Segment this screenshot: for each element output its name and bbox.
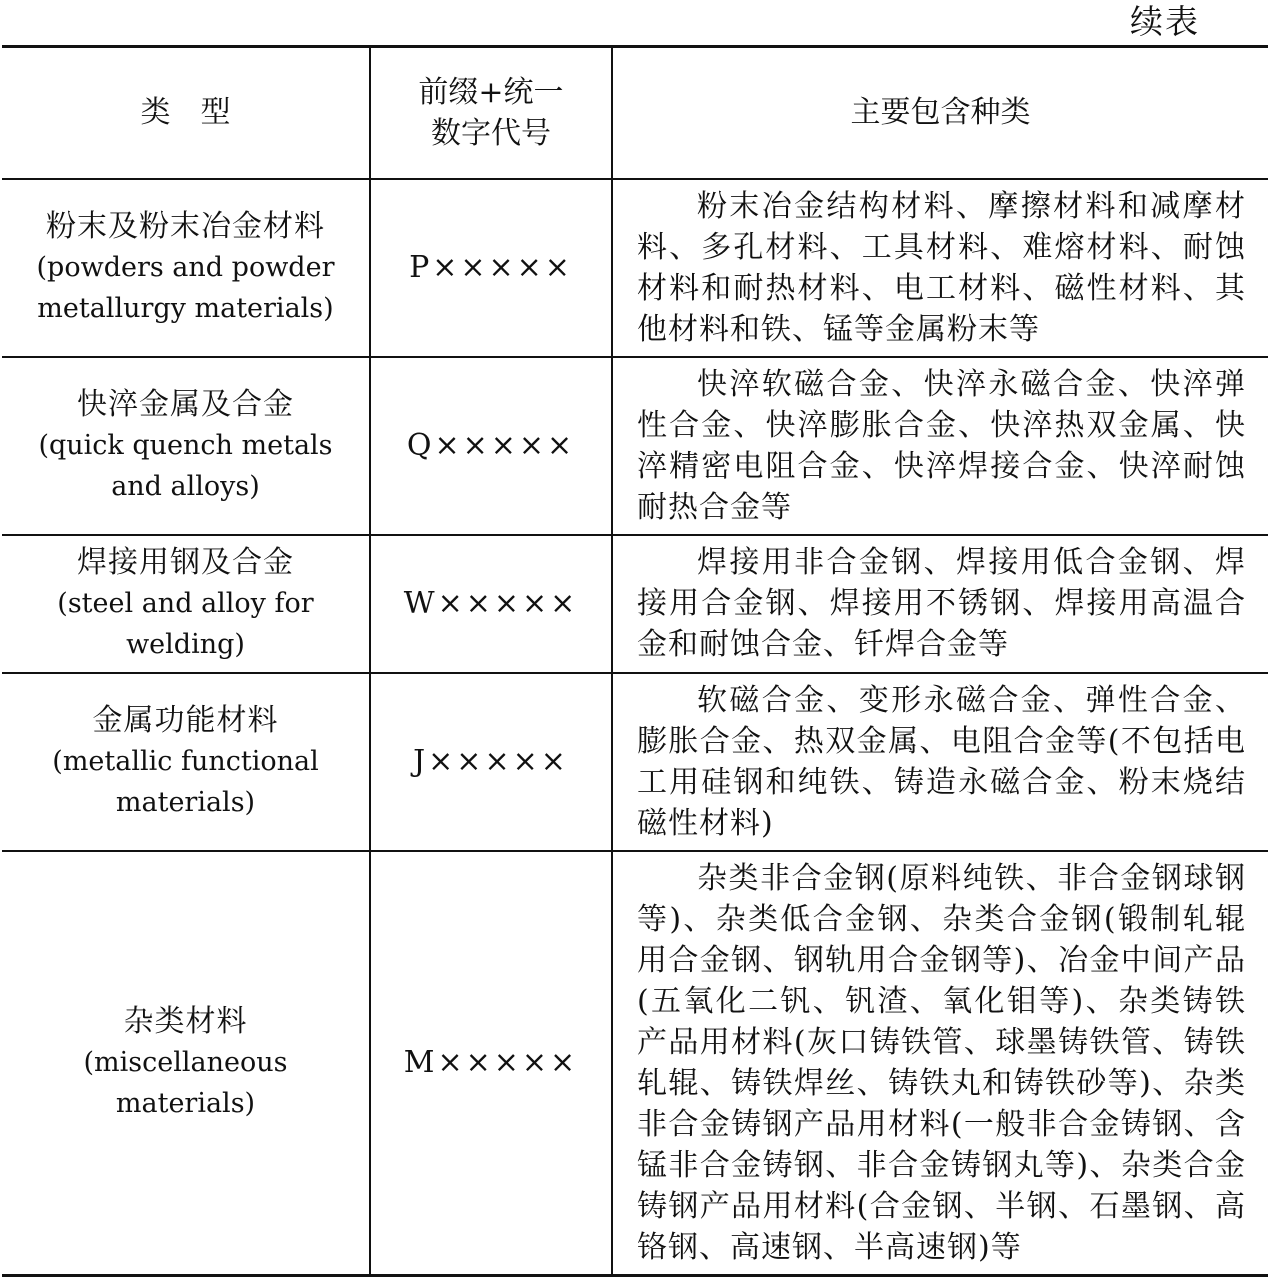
contents-cell: 焊接用非合金钢、焊接用低合金钢、焊接用合金钢、焊接用不锈钢、焊接用高温合金和耐蚀合金、钎焊合金等 [612,535,1268,673]
contents-cell: 快淬软磁合金、快淬永磁合金、快淬弹性合金、快淬膨胀合金、快淬热双金属、快淬精密电阻合金、快淬焊接合金、快淬耐蚀耐热合金等 [612,357,1268,535]
type-cell [2,535,370,673]
table-row [2,673,1268,851]
header-code [370,47,612,179]
code-cell: Q××××× [370,357,612,535]
type-cell [2,357,370,535]
type-name-zh: 金属功能材料 [92,703,279,738]
table-row [2,535,1268,673]
contents-cell: 杂类非合金钢(原料纯铁、非合金钢球钢等)、杂类低合金钢、杂类合金钢(锻制轧辊用合金钢、钢轨用合金钢等)、冶金中间产品(五氧化二钒、钒渣、氧化钼等)、杂类铸铁产品用材料(灰口铸铁管、球墨铸铁管、铸铁轧辊、铸铁焊丝、铸铁丸和铸铁砂等)、杂类非合金铸钢产品用材料(一般非合金铸钢、含锰非合金铸钢、非合金铸钢丸等)、杂类合金铸钢产品用材料(合金钢、半钢、石墨钢、高铬钢、高速钢、半高速钢)等 [612,851,1268,1276]
type-cell [2,179,370,357]
type-name-zh: 粉末及粉末冶金材料 [46,209,325,244]
type-cell [2,673,370,851]
header-contents-label: 主要包含种类 [850,95,1031,131]
type-name-en: (metallic functional materials) [52,746,319,818]
classification-table [2,45,1268,1277]
type-name-en: (steel and alloy for welding) [57,588,314,660]
header-type [2,47,370,179]
table-header-row [2,47,1268,179]
type-name-zh: 快淬金属及合金 [77,387,294,422]
type-name-en: (miscellaneous materials) [83,1047,288,1120]
contents-cell: 软磁合金、变形永磁合金、弹性合金、膨胀合金、热双金属、电阻合金等(不包括电工用硅钢和纯铁、铸造永磁合金、粉末烧结磁性材料) [612,673,1268,851]
type-cell [2,851,370,1276]
code-cell: P××××× [370,179,612,357]
header-type-label: 类 型 [140,95,231,131]
type-name-en: (powders and powder metallurgy materials) [36,252,335,324]
contents-cell: 粉末冶金结构材料、摩擦材料和减摩材料、多孔材料、工具材料、难熔材料、耐蚀材料和耐热材料、电工材料、磁性材料、其他材料和铁、锰等金属粉末等 [612,179,1268,357]
type-name-en: (quick quench metals and alloys) [38,430,333,502]
header-code-label: 前缀+统一数字代号 [418,74,564,151]
header-contents [612,47,1268,179]
code-cell: J××××× [370,673,612,851]
table-row [2,851,1268,1276]
continued-label: 续表 [1130,2,1200,41]
type-name-zh: 焊接用钢及合金 [77,545,294,580]
type-name-zh: 杂类材料 [123,1004,248,1040]
code-cell: W××××× [370,535,612,673]
table-row [2,179,1268,357]
table-row [2,357,1268,535]
code-cell: M××××× [370,851,612,1276]
